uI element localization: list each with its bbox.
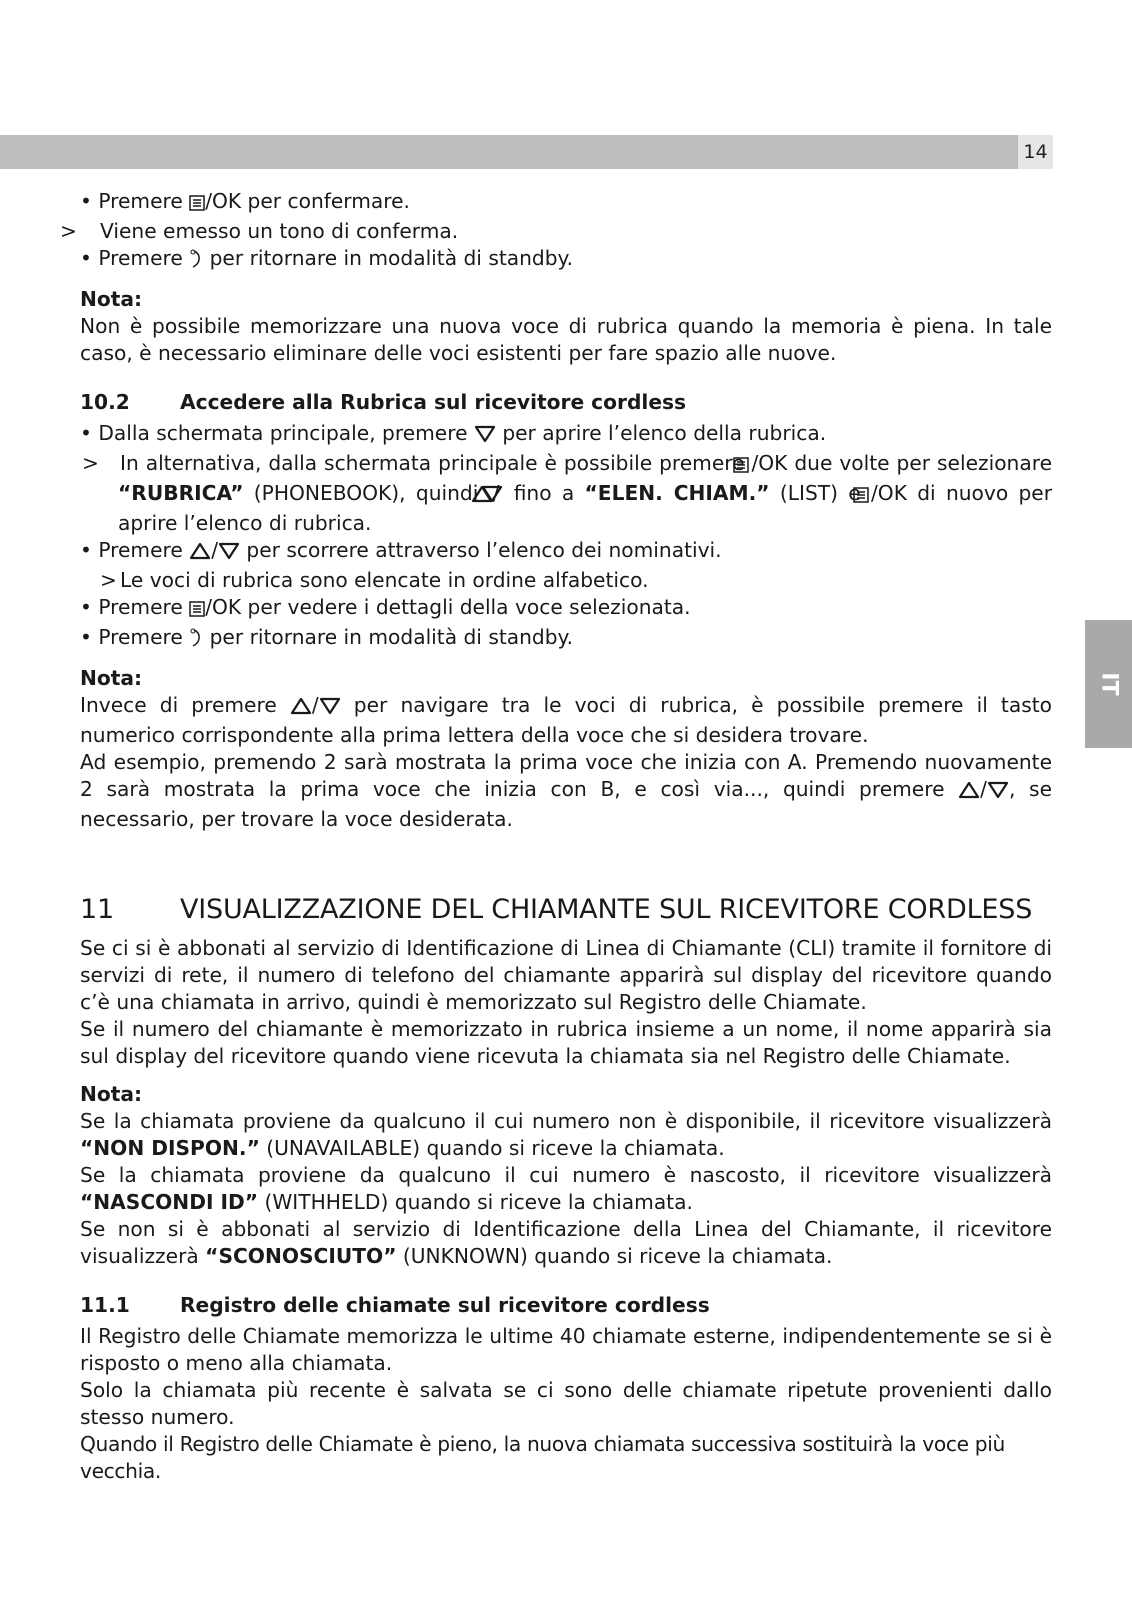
paragraph: Solo la chiamata più recente è salvata se ci sono delle chiamate ripetute provenienti dallo stesso numero. (80, 1378, 1052, 1429)
menu-ok-icon (189, 191, 205, 218)
down-arrow-icon (474, 423, 496, 450)
paragraph: Quando il Registro delle Chiamate è pieno, la nuova chiamata successiva sostituirà la voce più vecchia. (80, 1432, 1005, 1483)
up-arrow-icon (290, 695, 312, 722)
nota-text: Ad esempio, premendo 2 sarà mostrata la prima voce che inizia con A. Premendo nuovamente 2 sarà mostrata la prima voce che inizia con B, e così via..., quindi premere / , se necessario, per trovare la voce desiderata. (80, 750, 1052, 831)
down-arrow-icon (319, 695, 341, 722)
nota-text: Se non si è abbonati al servizio di Identificazione della Linea del Chiamante, il ricevitore visualizzerà “SCONOSCIUTO” (UNKNOWN) quando si riceve la chiamata. (80, 1217, 1052, 1268)
section-heading: 10.2 Accedere alla Rubrica sul ricevitore cordless (80, 390, 687, 414)
end-call-icon (189, 627, 203, 654)
bullet-item: • Premere / per scorrere attraverso l’elenco dei nominativi. (80, 537, 1052, 567)
sub-item: > Viene emesso un tono di conferma. (80, 218, 1052, 245)
nota-label: Nota: (80, 666, 143, 690)
paragraph: Se il numero del chiamante è memorizzato in rubrica insieme a un nome, il nome apparirà sia sul display del ricevitore quando viene ricevuta la chiamata sia nel Registro delle Chiamate. (80, 1017, 1052, 1068)
paragraph: Il Registro delle Chiamate memorizza le ultime 40 chiamate esterne, indipendentemente se si è risposto o meno alla chiamata. (80, 1324, 1052, 1375)
bullet-item: • Premere per ritornare in modalità di standby. (80, 245, 1052, 275)
page-number: 14 (1018, 135, 1053, 169)
bullet-item: • Dalla schermata principale, premere per aprire l’elenco della rubrica. (80, 420, 1052, 450)
bullet-item: • Premere /OK per vedere i dettagli della voce selezionata. (80, 594, 1052, 624)
menu-ok-icon (189, 597, 205, 624)
up-arrow-icon (958, 779, 980, 806)
nota-text: Se la chiamata proviene da qualcuno il cui numero è nascosto, il ricevitore visualizzerà “NASCONDI ID” (WITHHELD) quando si riceve la chiamata. (80, 1163, 1052, 1214)
bullet-item: • Premere per ritornare in modalità di standby. (80, 624, 1052, 654)
section-heading: 11.1 Registro delle chiamate sul ricevitore cordless (80, 1293, 710, 1317)
nota-label: Nota: (80, 287, 143, 311)
nota-label: Nota: (80, 1082, 143, 1106)
chapter-heading: 11 VISUALIZZAZIONE DEL CHIAMANTE SUL RICEVITORE CORDLESS (80, 894, 1033, 925)
paragraph: Se ci si è abbonati al servizio di Identificazione di Linea di Chiamante (CLI) tramite il fornitore di servizi di rete, il numero di telefono del chiamante apparirà sul display del ricevitore quando c’è una chiamata in arrivo, quindi è memorizzato sul Registro delle Chiamate. (80, 936, 1052, 1014)
up-arrow-icon (189, 540, 211, 567)
page-content (80, 188, 1052, 1485)
sub-item: > Le voci di rubrica sono elencate in ordine alfabetico. (80, 567, 1052, 594)
bullet-item: • Premere /OK per confermare. (80, 188, 1052, 218)
down-arrow-icon (218, 540, 240, 567)
language-tab (1085, 620, 1132, 748)
nota-text: Non è possibile memorizzare una nuova voce di rubrica quando la memoria è piena. In tale caso, è necessario eliminare delle voci esistenti per fare spazio alle nuove. (80, 314, 1052, 365)
down-arrow-icon (987, 779, 1009, 806)
nota-text: Invece di premere / per navigare tra le voci di rubrica, è possibile premere il tasto numerico corrispondente alla prima lettera della voce che si desidera trovare. (80, 693, 1053, 747)
end-call-icon (189, 248, 203, 275)
header-bar (0, 135, 1018, 169)
language-tab-label: IT (1096, 672, 1121, 696)
nota-text: Se la chiamata proviene da qualcuno il cui numero non è disponibile, il ricevitore visualizzerà “NON DISPON.” (UNAVAILABLE) quando si riceve la chiamata. (80, 1109, 1052, 1160)
sub-item: > In alternativa, dalla schermata principale è possibile premere /OK due volte per selezionare “RUBRICA” (PHONEBOOK), quindi / fino a “ELEN. CHIAM.” (LIST) e /OK di nuovo per aprire l’elenco di rubrica. (80, 450, 1052, 537)
